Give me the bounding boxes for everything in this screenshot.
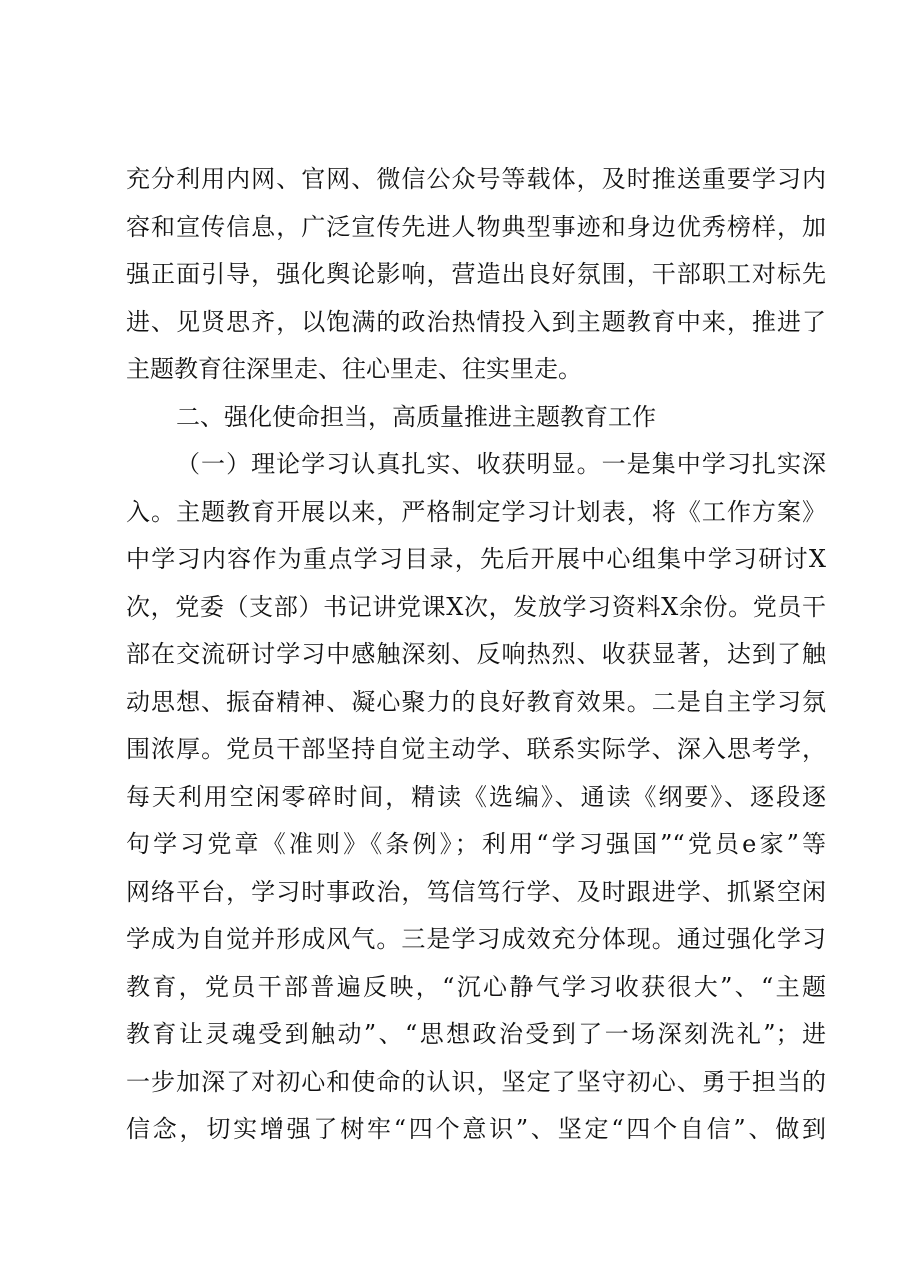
paragraph-line: 教育让灵魂受到触动”、“思想政治受到了一场深刻洗礼”；进 [126,1020,826,1048]
paragraph-line: 强正面引导，强化舆论影响，营造出良好氛围，干部职工对标先 [126,260,826,288]
paragraph-line: 学成为自觉并形成风气。三是学习成效充分体现。通过强化学习 [126,925,826,953]
paragraph-line: 入。主题教育开展以来，严格制定学习计划表，将《工作方案》 [126,498,826,526]
paragraph-line: 围浓厚。党员干部坚持自觉主动学、联系实际学、深入思考学， [126,735,826,763]
paragraph-line: 信念，切实增强了树牢“四个意识”、坚定“四个自信”、做到 [126,1115,826,1143]
paragraph-line: 进、见贤思齐，以饱满的政治热情投入到主题教育中来，推进了 [126,308,826,336]
paragraph-line: 中学习内容作为重点学习目录，先后开展中心组集中学习研讨X [126,545,826,573]
paragraph-line: 主题教育往深里走、往心里走、往实里走。 [126,355,582,383]
paragraph-line: 充分利用内网、官网、微信公众号等载体，及时推送重要学习内 [126,165,826,193]
paragraph-line: 容和宣传信息，广泛宣传先进人物典型事迹和身边优秀榜样，加 [126,213,826,241]
paragraph-line: 网络平台，学习时事政治，笃信笃行学、及时跟进学、抓紧空闲 [126,878,826,906]
paragraph-line: 教育，党员干部普遍反映，“沉心静气学习收获很大”、“主题 [126,973,826,1001]
paragraph-line: 次，党委（支部）书记讲党课X次，发放学习资料X余份。党员干 [126,593,826,621]
paragraph-line: 动思想、振奋精神、凝心聚力的良好教育效果。二是自主学习氛 [126,688,826,716]
section-heading: 二、强化使命担当，高质量推进主题教育工作 [176,403,656,431]
paragraph-line: 句学习党章《准则》《条例》；利用“学习强国”“党员e家”等 [126,830,826,858]
paragraph-line: 每天利用空闲零碎时间，精读《选编》、通读《纲要》、逐段逐 [126,783,826,811]
paragraph-line: （一）理论学习认真扎实、收获明显。一是集中学习扎实深 [176,450,826,478]
paragraph-line: 一步加深了对初心和使命的认识，坚定了坚守初心、勇于担当的 [126,1068,826,1096]
paragraph-line: 部在交流研讨学习中感触深刻、反响热烈、收获显著，达到了触 [126,640,826,668]
